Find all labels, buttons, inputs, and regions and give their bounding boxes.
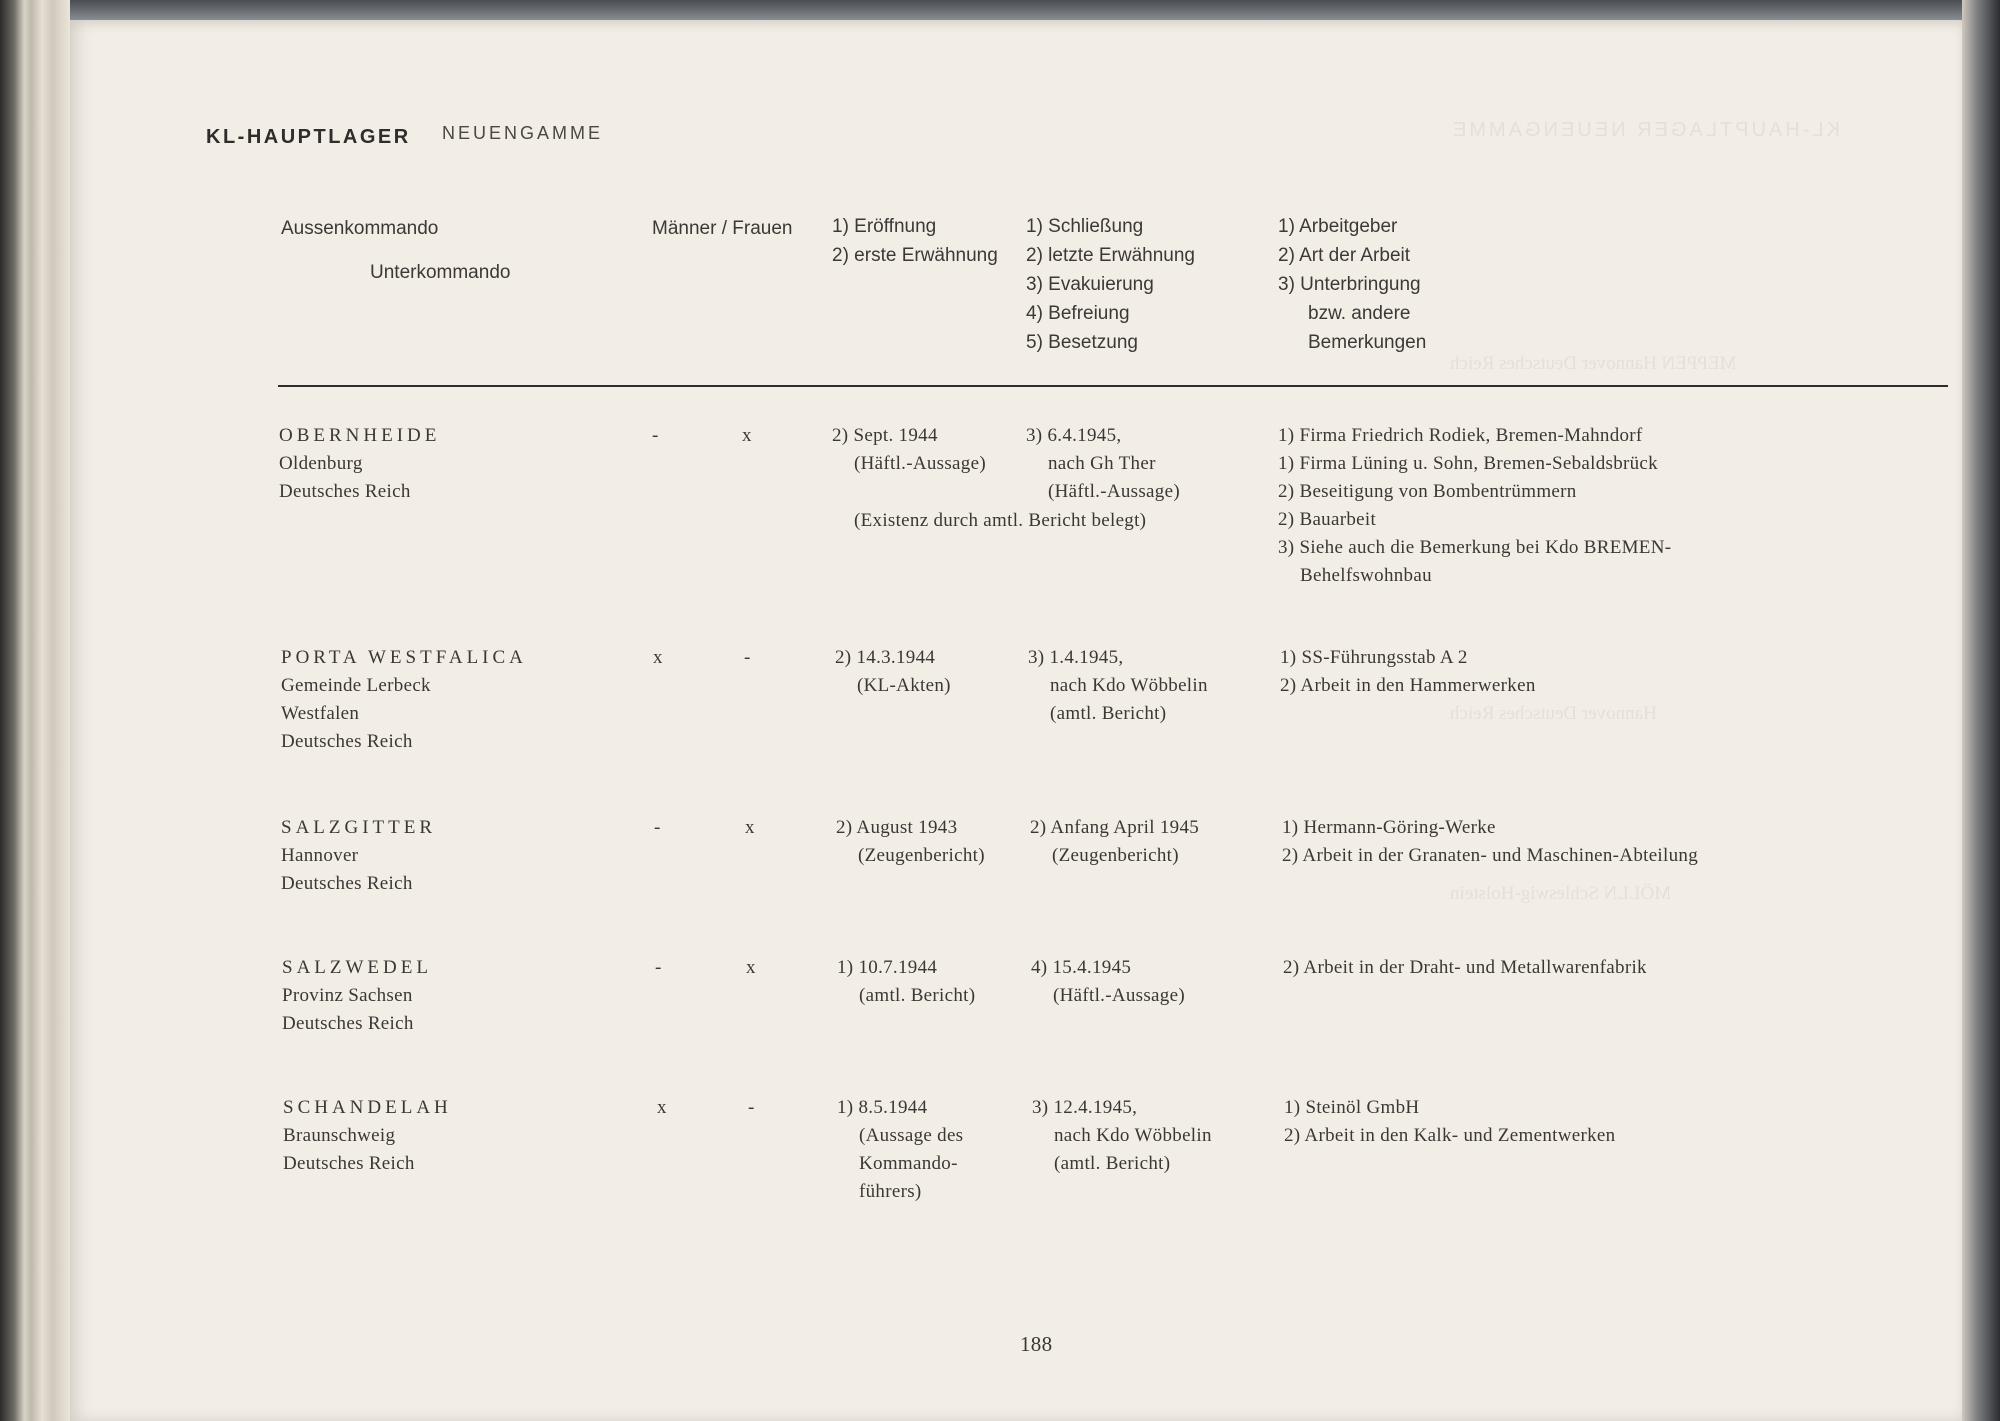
remark-line: 1) Steinöl GmbH (1284, 1097, 1420, 1118)
opening-line: Kommando- (859, 1153, 958, 1174)
opening-line: (KL-Akten) (857, 675, 951, 696)
remark-line: 1) Firma Friedrich Rodiek, Bremen-Mahndorf (1278, 425, 1643, 446)
closing-line: 3) 12.4.1945, (1032, 1097, 1138, 1118)
place-name: OBERNHEIDE (279, 425, 441, 446)
bleed-through-text: MEPPEN Hannover Deutsches Reich (1450, 353, 1737, 374)
col-header-line: 3) Evakuierung (1026, 274, 1154, 295)
women-mark: x (746, 957, 756, 978)
opening-cell (836, 814, 985, 870)
remark-line: 1) SS-Führungsstab A 2 (1280, 647, 1468, 668)
col-header-line: 1) Arbeitgeber (1278, 216, 1398, 237)
col-header-aussenkommando: Aussenkommando (281, 218, 439, 239)
closing-line: (Zeugenbericht) (1052, 845, 1179, 866)
opening-line: 1) 10.7.1944 (837, 957, 938, 978)
place-region: Westfalen (281, 703, 360, 724)
closing-line: (Häftl.-Aussage) (1053, 985, 1185, 1006)
opening-line: führers) (859, 1181, 922, 1202)
book-page-stack (0, 0, 70, 1421)
remark-line: 2) Arbeit in der Draht- und Metallwarenfabrik (1283, 957, 1647, 978)
page-title-main: KL-HAUPTLAGER (206, 126, 411, 148)
opening-cell (832, 422, 986, 478)
women-mark: - (748, 1097, 755, 1118)
closing-line: (amtl. Bericht) (1054, 1153, 1171, 1174)
table-row (279, 422, 440, 506)
men-mark: - (652, 425, 659, 446)
remark-line: Behelfswohnbau (1300, 565, 1432, 586)
closing-cell (1026, 422, 1180, 506)
book-top-edge (0, 0, 2000, 22)
col-header-unterkommando: Unterkommando (370, 262, 511, 283)
col-header-maenner-frauen: Männer / Frauen (652, 218, 793, 239)
col-header-line: 1) Eröffnung (832, 216, 937, 237)
place-region: Hannover (281, 845, 359, 866)
place-region: Braunschweig (283, 1125, 396, 1146)
closing-cell (1028, 644, 1208, 728)
bleed-through-text: Hannover Deutsches Reich (1450, 703, 1657, 724)
men-mark: - (654, 817, 661, 838)
remarks-cell (1282, 814, 1698, 870)
women-mark: x (742, 425, 752, 446)
opening-line: (Zeugenbericht) (858, 845, 985, 866)
opening-note: (Existenz durch amtl. Bericht belegt) (854, 510, 1147, 531)
col-header-line: Bemerkungen (1308, 332, 1427, 353)
closing-cell (1031, 954, 1185, 1010)
page-number: 188 (1020, 1332, 1053, 1356)
men-mark: - (655, 957, 662, 978)
opening-line: (Aussage des (859, 1125, 964, 1146)
remark-line: 2) Bauarbeit (1278, 509, 1377, 530)
closing-line: nach Kdo Wöbbelin (1050, 675, 1208, 696)
remark-line: 2) Arbeit in den Kalk- und Zementwerken (1284, 1125, 1616, 1146)
col-header-line: 4) Befreiung (1026, 303, 1130, 324)
col-header-line: 2) erste Erwähnung (832, 245, 998, 266)
col-header-eroeffnung (832, 212, 998, 270)
opening-line: (amtl. Bericht) (859, 985, 976, 1006)
place-country: Deutsches Reich (282, 1013, 414, 1034)
col-header-schliessung (1026, 212, 1195, 357)
bleed-through-text: KL-HAUPTLAGER NEUENGAMME (1450, 119, 1840, 141)
place-country: Deutsches Reich (281, 873, 413, 894)
header-divider (278, 385, 1948, 387)
opening-line: (Häftl.-Aussage) (854, 453, 986, 474)
place-name: SALZWEDEL (282, 957, 432, 978)
men-mark: x (653, 647, 663, 668)
closing-line: nach Kdo Wöbbelin (1054, 1125, 1212, 1146)
closing-line: 3) 6.4.1945, (1026, 425, 1122, 446)
remark-line: 3) Siehe auch die Bemerkung bei Kdo BREMEN- (1278, 537, 1672, 558)
document-page (70, 20, 1962, 1421)
remark-line: 1) Hermann-Göring-Werke (1282, 817, 1496, 838)
table-row (281, 814, 436, 898)
col-header-line: 1) Schließung (1026, 216, 1144, 237)
closing-cell (1032, 1094, 1212, 1178)
closing-cell (1030, 814, 1199, 870)
closing-line: 3) 1.4.1945, (1028, 647, 1124, 668)
table-row (283, 1094, 452, 1178)
col-header-line: 5) Besetzung (1026, 332, 1138, 353)
table-row (282, 954, 432, 1038)
place-country: Deutsches Reich (279, 481, 411, 502)
remarks-cell (1280, 644, 1536, 700)
remark-line: 2) Arbeit in der Granaten- und Maschinen-Abteilung (1282, 845, 1698, 866)
col-header-line: 2) letzte Erwähnung (1026, 245, 1195, 266)
opening-cell (837, 954, 975, 1010)
place-country: Deutsches Reich (281, 731, 413, 752)
men-mark: x (657, 1097, 667, 1118)
col-header-line: bzw. andere (1308, 303, 1411, 324)
col-header-arbeitgeber (1278, 212, 1426, 357)
place-name: PORTA WESTFALICA (281, 647, 527, 668)
opening-line: 2) August 1943 (836, 817, 958, 838)
page-title-sub: NEUENGAMME (442, 123, 604, 143)
women-mark: - (744, 647, 751, 668)
opening-cell (835, 644, 951, 700)
closing-line: (amtl. Bericht) (1050, 703, 1167, 724)
opening-cell (837, 1094, 963, 1206)
col-header-line: 3) Unterbringung (1278, 274, 1421, 295)
table-row (281, 644, 527, 756)
place-region: Oldenburg (279, 453, 363, 474)
opening-line: 2) Sept. 1944 (832, 425, 938, 446)
place-name: SALZGITTER (281, 817, 437, 838)
place-country: Deutsches Reich (283, 1153, 415, 1174)
place-municipality: Gemeinde Lerbeck (281, 675, 431, 696)
remarks-cell (1278, 422, 1671, 590)
remark-line: 2) Arbeit in den Hammerwerken (1280, 675, 1536, 696)
closing-line: (Häftl.-Aussage) (1048, 481, 1180, 502)
remark-line: 1) Firma Lüning u. Sohn, Bremen-Sebaldsbrück (1278, 453, 1658, 474)
women-mark: x (745, 817, 755, 838)
opening-line: 1) 8.5.1944 (837, 1097, 928, 1118)
remarks-cell (1283, 954, 1647, 982)
remark-line: 2) Beseitigung von Bombentrümmern (1278, 481, 1577, 502)
place-region: Provinz Sachsen (282, 985, 413, 1006)
place-name: SCHANDELAH (283, 1097, 452, 1118)
opening-line: 2) 14.3.1944 (835, 647, 936, 668)
closing-line: 4) 15.4.1945 (1031, 957, 1132, 978)
remarks-cell (1284, 1094, 1615, 1150)
book-right-shadow (1962, 0, 2000, 1421)
closing-line: 2) Anfang April 1945 (1030, 817, 1200, 838)
bleed-through-text: MÖLLN Schleswig-Holstein (1450, 883, 1672, 904)
closing-line: nach Gh Ther (1048, 453, 1156, 474)
col-header-line: 2) Art der Arbeit (1278, 245, 1411, 266)
